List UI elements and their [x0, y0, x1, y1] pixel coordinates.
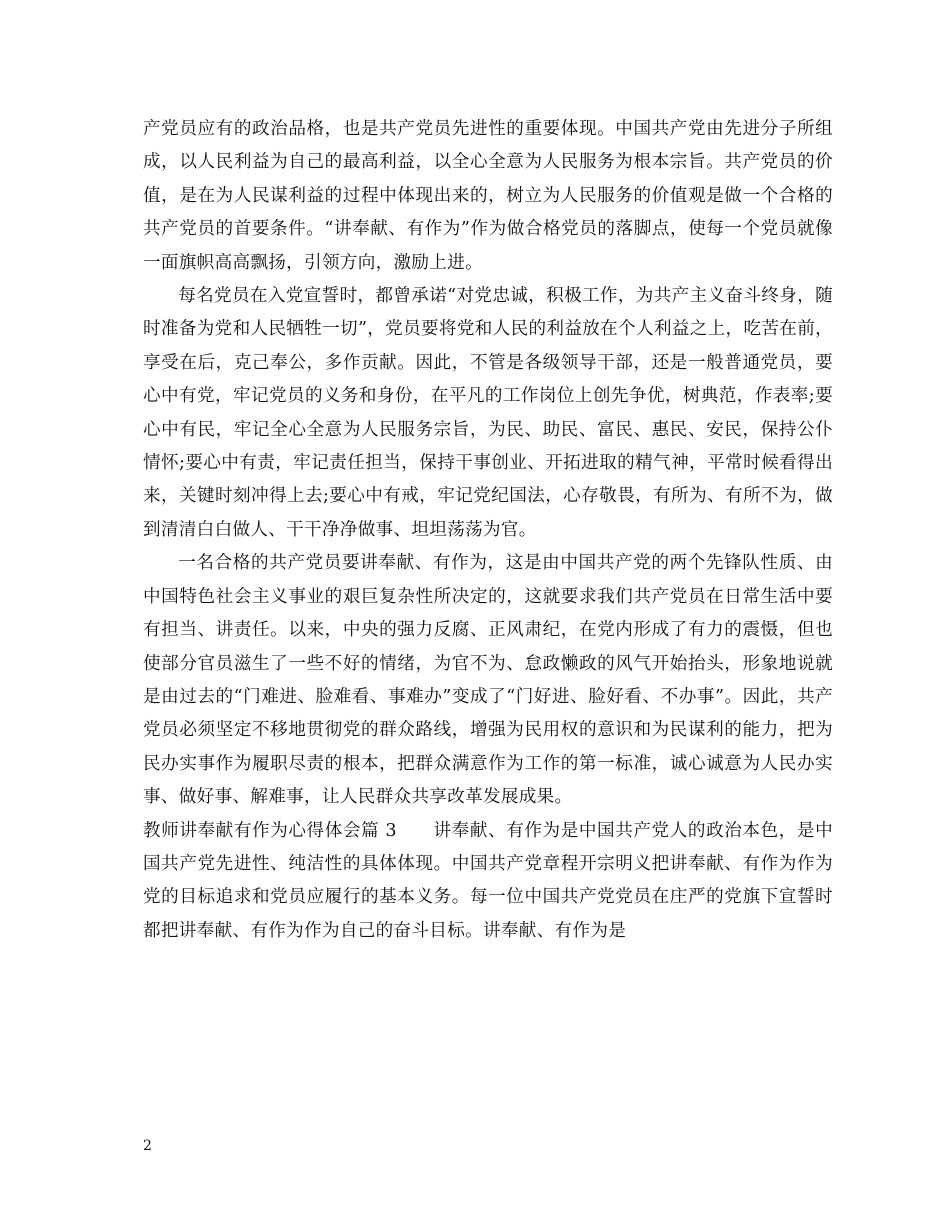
page-number: 2 [143, 1138, 152, 1154]
paragraph-2: 每名党员在入党宣誓时，都曾承诺“对党忠诚，积极工作，为共产主义奋斗终身，随时准备为党和人民牺牲一切”，党员要将党和人民的利益放在个人利益之上，吃苦在前，享受在后，克己奉公，多作贡献。因此，不管是各级领导干部，还是一般普通党员，要心中有党，牢记党员的义务和身份，在平凡的工作岗位上创先争优，树典范，作表率;要心中有民，牢记全心全意为人民服务宗旨，为民、助民、富民、惠民、安民，保持公仆情怀;要心中有责，牢记责任担当，保持干事创业、开拓进取的精气神，平常时候看得出来，关键时刻冲得上去;要心中有戒，牢记党纪国法，心存敬畏，有所为、有所不为，做到清清白白做人、干干净净做事、坦坦荡荡为官。 [143, 286, 833, 540]
body-text [143, 113, 833, 948]
paragraph-1: 产党员应有的政治品格，也是共产党员先进性的重要体现。中国共产党由先进分子所组成，以人民利益为自己的最高利益，以全心全意为人民服务为根本宗旨。共产党员的价值，是在为人民谋利益的过程中体现出来的，树立为人民服务的价值观是做一个合格的共产党员的首要条件。“讲奉献、有作为”作为做合格党员的落脚点，使每一个党员就像一面旗帜高高飘扬，引领方向，激励上进。 [143, 119, 833, 273]
paragraph-3: 一名合格的共产党员要讲奉献、有作为，这是由中国共产党的两个先锋队性质、由中国特色社会主义事业的艰巨复杂性所决定的，这就要求我们共产党员在日常生活中要有担当、讲责任。以来，中央的强力反腐、正风肃纪，在党内形成了有力的震慑，但也使部分官员滋生了一些不好的情绪，为官不为、怠政懒政的风气开始抬头，形象地说就是由过去的“门难进、脸难看、事难办”变成了“门好进、脸好看、不办事”。因此，共产党员必须坚定不移地贯彻党的群众路线，增强为民用权的意识和为民谋利的能力，把为民办实事作为履职尽责的根本，把群众满意作为工作的第一标准，诚心诚意为人民办实事、做好事、解难事，让人民群众共享改革发展成果。 [143, 553, 833, 808]
paragraph-4: 教师讲奉献有作为心得体会篇 3 讲奉献、有作为是中国共产党人的政治本色，是中国共产党先进性、纯洁性的具体体现。中国共产党章程开宗明义把讲奉献、有作为作为党的目标追求和党员应履行的基本义务。每一位中国共产党党员在庄严的党旗下宣誓时都把讲奉献、有作为作为自己的奋斗目标。讲奉献、有作为是 [143, 820, 833, 941]
